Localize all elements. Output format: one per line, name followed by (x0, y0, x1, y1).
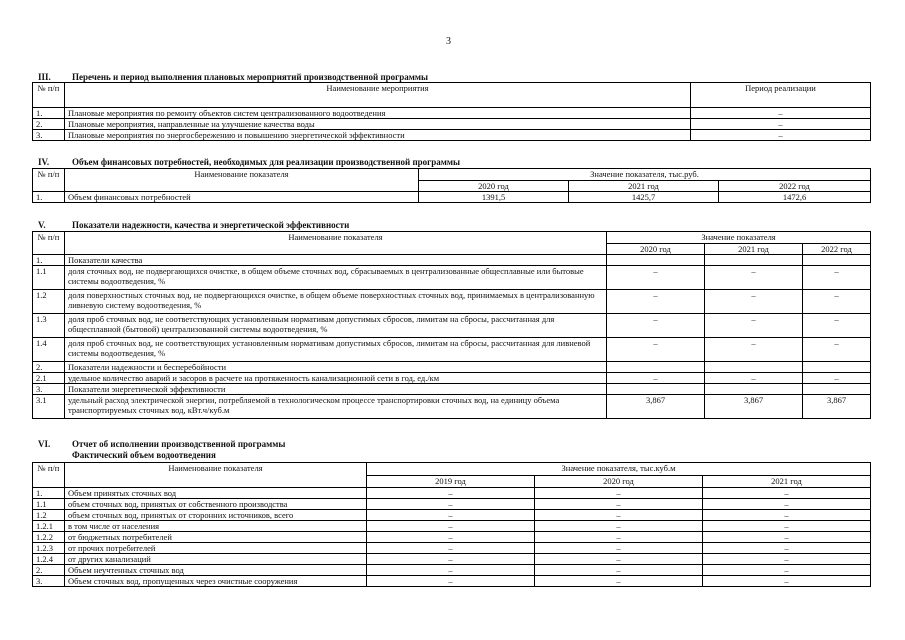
row-value: – (367, 576, 535, 587)
header-num: № п/п (33, 463, 65, 488)
row-value: – (535, 543, 703, 554)
row-value: – (367, 543, 535, 554)
table-row (33, 314, 871, 338)
row-value: – (367, 532, 535, 543)
row-name: удельный расход электрической энергии, потребляемой в технологическом процессе транспортировки сточных вод, на единицу объема транспортируемых сточных вод, кВт.ч/куб.м (65, 395, 607, 419)
header-num: № п/п (33, 232, 65, 255)
row-value: – (705, 373, 803, 384)
row-name: Плановые мероприятия, направленные на улучшение качества воды (65, 119, 691, 130)
section-5-title: Показатели надежности, качества и энергетической эффективности (72, 220, 350, 230)
table-row (33, 543, 871, 554)
row-period: – (691, 108, 871, 119)
row-num: 2. (33, 565, 65, 576)
row-value (803, 362, 871, 373)
row-value: – (535, 565, 703, 576)
row-value: – (803, 266, 871, 290)
header-value: Значение показателя, тыс.куб.м (367, 463, 871, 476)
section-6-heading (38, 439, 285, 449)
section-3-heading (38, 72, 428, 82)
table-row (33, 384, 871, 395)
section-3-title: Перечень и период выполнения плановых мероприятий производственной программы (72, 72, 429, 82)
row-num: 1.2.1 (33, 521, 65, 532)
table-row (33, 395, 871, 419)
row-name: Показатели энергетической эффективности (65, 384, 607, 395)
table-row (33, 499, 871, 510)
section-6-subtitle: Фактический объем водоотведения (72, 450, 216, 460)
row-value: – (705, 338, 803, 362)
section-5-table (32, 231, 871, 419)
row-name: Показатели качества (65, 255, 607, 266)
row-value: 1391,5 (419, 192, 569, 203)
row-value: – (367, 521, 535, 532)
row-num: 1.1 (33, 266, 65, 290)
header-name: Наименование показателя (65, 463, 367, 488)
year-header: 2022 год (719, 181, 871, 192)
section-6-title: Отчет об исполнении производственной программы (72, 439, 286, 449)
header-num: № п/п (33, 83, 65, 108)
page-number: 3 (446, 36, 451, 47)
table-row (33, 290, 871, 314)
row-value: – (367, 554, 535, 565)
year-header: 2020 год (535, 476, 703, 488)
header-name: Наименование показателя (65, 169, 419, 192)
row-value: – (535, 499, 703, 510)
row-value: – (607, 338, 705, 362)
row-name: доля сточных вод, не подвергающихся очистке, в общем объеме сточных вод, сбрасываемых в централизованные общесплавные или бытовые системы водоотведения, % (65, 266, 607, 290)
row-name: Плановые мероприятия по ремонту объектов систем централизованного водоотведения (65, 108, 691, 119)
row-value: – (703, 565, 871, 576)
table-row (33, 521, 871, 532)
row-num: 3. (33, 576, 65, 587)
header-value: Значение показателя, тыс.руб. (419, 169, 871, 181)
row-value: 3,867 (607, 395, 705, 419)
section-3-number: III. (38, 72, 51, 82)
row-value: – (367, 565, 535, 576)
row-value (803, 384, 871, 395)
table-row (33, 362, 871, 373)
row-num: 1.3 (33, 314, 65, 338)
row-name: Показатели надежности и бесперебойности (65, 362, 607, 373)
row-name: Плановые мероприятия по энергосбережению и повышению энергетической эффективности (65, 130, 691, 141)
row-value: – (367, 510, 535, 521)
year-header: 2020 год (607, 244, 705, 255)
table-row (33, 554, 871, 565)
row-name: доля проб сточных вод, не соответствующих установленным нормативам допустимых сбросов, лимитам на сбросы, рассчитанная для ливневой системы водоотведения, % (65, 338, 607, 362)
row-num: 1.1 (33, 499, 65, 510)
row-value (803, 255, 871, 266)
row-value: – (803, 338, 871, 362)
row-num: 3.1 (33, 395, 65, 419)
row-num: 1.2 (33, 510, 65, 521)
table-row (33, 130, 871, 141)
table-row (33, 266, 871, 290)
table-row (33, 192, 871, 203)
row-period: – (691, 130, 871, 141)
row-value: 1472,6 (719, 192, 871, 203)
row-value: – (367, 499, 535, 510)
table-row (33, 532, 871, 543)
row-num: 3. (33, 130, 65, 141)
row-num: 2.1 (33, 373, 65, 384)
row-value: 1425,7 (569, 192, 719, 203)
row-value: – (367, 488, 535, 499)
row-num: 3. (33, 384, 65, 395)
table-row (33, 373, 871, 384)
section-4-heading (38, 157, 460, 167)
year-header: 2022 год (803, 244, 871, 255)
row-value: – (803, 290, 871, 314)
header-period: Период реализации (691, 83, 871, 108)
row-value: – (703, 510, 871, 521)
year-header: 2019 год (367, 476, 535, 488)
row-num: 1. (33, 488, 65, 499)
row-num: 1.2 (33, 290, 65, 314)
row-name: Объем неучтенных сточных вод (65, 565, 367, 576)
row-name: объем сточных вод, принятых от сторонних источников, всего (65, 510, 367, 521)
row-name: объем сточных вод, принятых от собственного производства (65, 499, 367, 510)
table-row (33, 488, 871, 499)
section-3-table (32, 82, 871, 141)
row-value: – (703, 532, 871, 543)
row-value: – (703, 488, 871, 499)
section-6-table (32, 462, 871, 587)
row-value: – (703, 499, 871, 510)
section-6-number: VI. (38, 439, 51, 449)
header-num: № п/п (33, 169, 65, 192)
row-num: 1.2.2 (33, 532, 65, 543)
row-value: – (607, 290, 705, 314)
row-num: 2. (33, 119, 65, 130)
row-value: 3,867 (705, 395, 803, 419)
row-name: от других канализаций (65, 554, 367, 565)
table-row (33, 576, 871, 587)
year-header: 2020 год (419, 181, 569, 192)
section-4-table (32, 168, 871, 203)
row-value: – (535, 576, 703, 587)
section-4-number: IV. (38, 157, 50, 167)
row-period: – (691, 119, 871, 130)
section-5-heading (38, 220, 349, 230)
row-value (705, 384, 803, 395)
section-4-title: Объем финансовых потребностей, необходимых для реализации производственной программы (72, 157, 461, 167)
row-num: 1. (33, 108, 65, 119)
row-value: – (535, 532, 703, 543)
row-value (705, 362, 803, 373)
table-row (33, 510, 871, 521)
row-value: – (803, 314, 871, 338)
row-name: доля проб сточных вод, не соответствующих установленным нормативам допустимых сбросов, лимитам на сбросы, рассчитанная для общесплавной (бытовой) централизованной системы водоотведения, % (65, 314, 607, 338)
row-num: 2. (33, 362, 65, 373)
row-value: 3,867 (803, 395, 871, 419)
row-name: доля поверхностных сточных вод, не подвергающихся очистке, в общем объеме поверхностных сточных вод, принимаемых в централизованную ливневую систему водоотведения, % (65, 290, 607, 314)
row-value: – (703, 554, 871, 565)
section-5-number: V. (38, 220, 46, 230)
header-value: Значение показателя (607, 232, 871, 244)
year-header: 2021 год (703, 476, 871, 488)
row-name: удельное количество аварий и засоров в расчете на протяженность канализационной сети в год, ед./км (65, 373, 607, 384)
row-num: 1.4 (33, 338, 65, 362)
row-num: 1. (33, 255, 65, 266)
table-row (33, 108, 871, 119)
row-value: – (607, 314, 705, 338)
row-name: Объем сточных вод, пропущенных через очистные сооружения (65, 576, 367, 587)
row-value: – (535, 510, 703, 521)
row-value: – (803, 373, 871, 384)
row-num: 1.2.4 (33, 554, 65, 565)
row-num: 1. (33, 192, 65, 203)
row-value (607, 255, 705, 266)
row-value (705, 255, 803, 266)
row-value: – (703, 543, 871, 554)
row-value: – (535, 488, 703, 499)
row-num: 1.2.3 (33, 543, 65, 554)
row-value: – (703, 576, 871, 587)
row-value: – (705, 290, 803, 314)
row-value: – (705, 266, 803, 290)
year-header: 2021 год (705, 244, 803, 255)
row-value: – (535, 554, 703, 565)
table-row (33, 565, 871, 576)
table-row (33, 255, 871, 266)
row-value (607, 362, 705, 373)
row-name: от бюджетных потребителей (65, 532, 367, 543)
row-value: – (705, 314, 803, 338)
row-value: – (607, 373, 705, 384)
table-row (33, 338, 871, 362)
row-name: в том числе от населения (65, 521, 367, 532)
row-value (607, 384, 705, 395)
row-name: от прочих потребителей (65, 543, 367, 554)
header-name: Наименование мероприятия (65, 83, 691, 108)
row-value: – (607, 266, 705, 290)
header-name: Наименование показателя (65, 232, 607, 255)
row-name: Объем финансовых потребностей (65, 192, 419, 203)
row-value: – (535, 521, 703, 532)
year-header: 2021 год (569, 181, 719, 192)
table-row (33, 119, 871, 130)
row-value: – (703, 521, 871, 532)
row-name: Объем принятых сточных вод (65, 488, 367, 499)
